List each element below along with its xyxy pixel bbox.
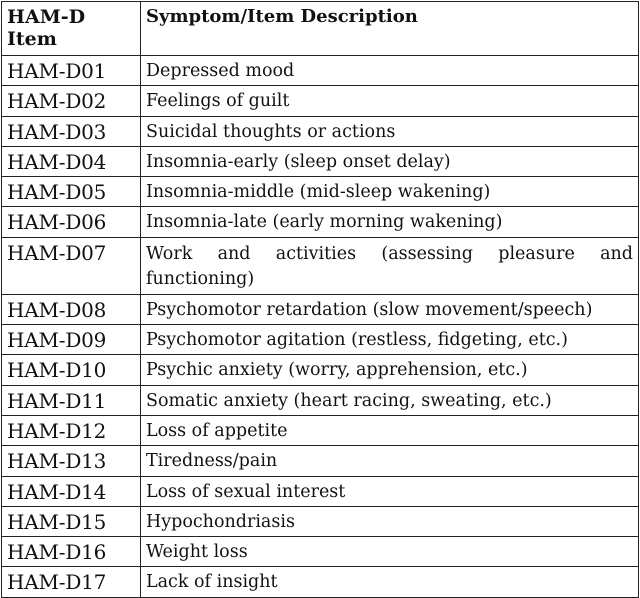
description-cell: Feelings of guilt bbox=[141, 86, 639, 116]
item-cell: HAM-D02 bbox=[2, 86, 141, 116]
ham-d-items-table bbox=[1, 1, 639, 598]
table-row bbox=[2, 237, 639, 294]
description-cell: Insomnia-early (sleep onset delay) bbox=[141, 146, 639, 176]
description-cell: Tiredness/pain bbox=[141, 446, 639, 476]
item-cell: HAM-D06 bbox=[2, 207, 141, 237]
item-cell: HAM-D17 bbox=[2, 567, 141, 597]
description-cell: Hypochondriasis bbox=[141, 506, 639, 536]
description-cell: Insomnia-late (early morning wakening) bbox=[141, 207, 639, 237]
table-row bbox=[2, 476, 639, 506]
table-row bbox=[2, 446, 639, 476]
header-row bbox=[2, 2, 639, 56]
table-row bbox=[2, 506, 639, 536]
description-cell: Psychomotor retardation (slow movement/speech) bbox=[141, 294, 639, 324]
description-cell: Loss of sexual interest bbox=[141, 476, 639, 506]
item-cell: HAM-D10 bbox=[2, 355, 141, 385]
item-cell: HAM-D13 bbox=[2, 446, 141, 476]
item-column-header bbox=[2, 2, 141, 56]
description-cell: Weight loss bbox=[141, 537, 639, 567]
item-cell: HAM-D04 bbox=[2, 146, 141, 176]
table-row bbox=[2, 86, 639, 116]
table-row bbox=[2, 116, 639, 146]
description-cell: Suicidal thoughts or actions bbox=[141, 116, 639, 146]
description-text: Work and activities (assessing pleasure and functioning) bbox=[146, 243, 633, 289]
item-cell: HAM-D16 bbox=[2, 537, 141, 567]
description-cell: Psychic anxiety (worry, apprehension, etc.) bbox=[141, 355, 639, 385]
table-row bbox=[2, 385, 639, 415]
item-cell: HAM-D09 bbox=[2, 325, 141, 355]
item-cell: HAM-D07 bbox=[2, 237, 141, 294]
table-row bbox=[2, 207, 639, 237]
item-cell: HAM-D14 bbox=[2, 476, 141, 506]
table-row bbox=[2, 146, 639, 176]
item-cell: HAM-D01 bbox=[2, 56, 141, 86]
description-cell: Loss of appetite bbox=[141, 415, 639, 445]
item-cell: HAM-D11 bbox=[2, 385, 141, 415]
description-cell bbox=[141, 237, 639, 294]
table-row bbox=[2, 56, 639, 86]
description-cell: Lack of insight bbox=[141, 567, 639, 597]
table-row bbox=[2, 355, 639, 385]
description-cell: Psychomotor agitation (restless, fidgeting, etc.) bbox=[141, 325, 639, 355]
table-row bbox=[2, 415, 639, 445]
item-cell: HAM-D05 bbox=[2, 177, 141, 207]
description-cell: Depressed mood bbox=[141, 56, 639, 86]
item-header-line2: Item bbox=[7, 28, 57, 50]
table-row bbox=[2, 177, 639, 207]
table-row bbox=[2, 325, 639, 355]
description-cell: Insomnia-middle (mid-sleep wakening) bbox=[141, 177, 639, 207]
item-header-line1: HAM-D bbox=[7, 6, 86, 28]
table-row bbox=[2, 294, 639, 324]
description-cell: Somatic anxiety (heart racing, sweating, etc.) bbox=[141, 385, 639, 415]
item-cell: HAM-D15 bbox=[2, 506, 141, 536]
item-cell: HAM-D08 bbox=[2, 294, 141, 324]
table-row bbox=[2, 537, 639, 567]
item-cell: HAM-D03 bbox=[2, 116, 141, 146]
table-row bbox=[2, 567, 639, 597]
description-column-header: Symptom/Item Description bbox=[141, 2, 639, 56]
item-cell: HAM-D12 bbox=[2, 415, 141, 445]
